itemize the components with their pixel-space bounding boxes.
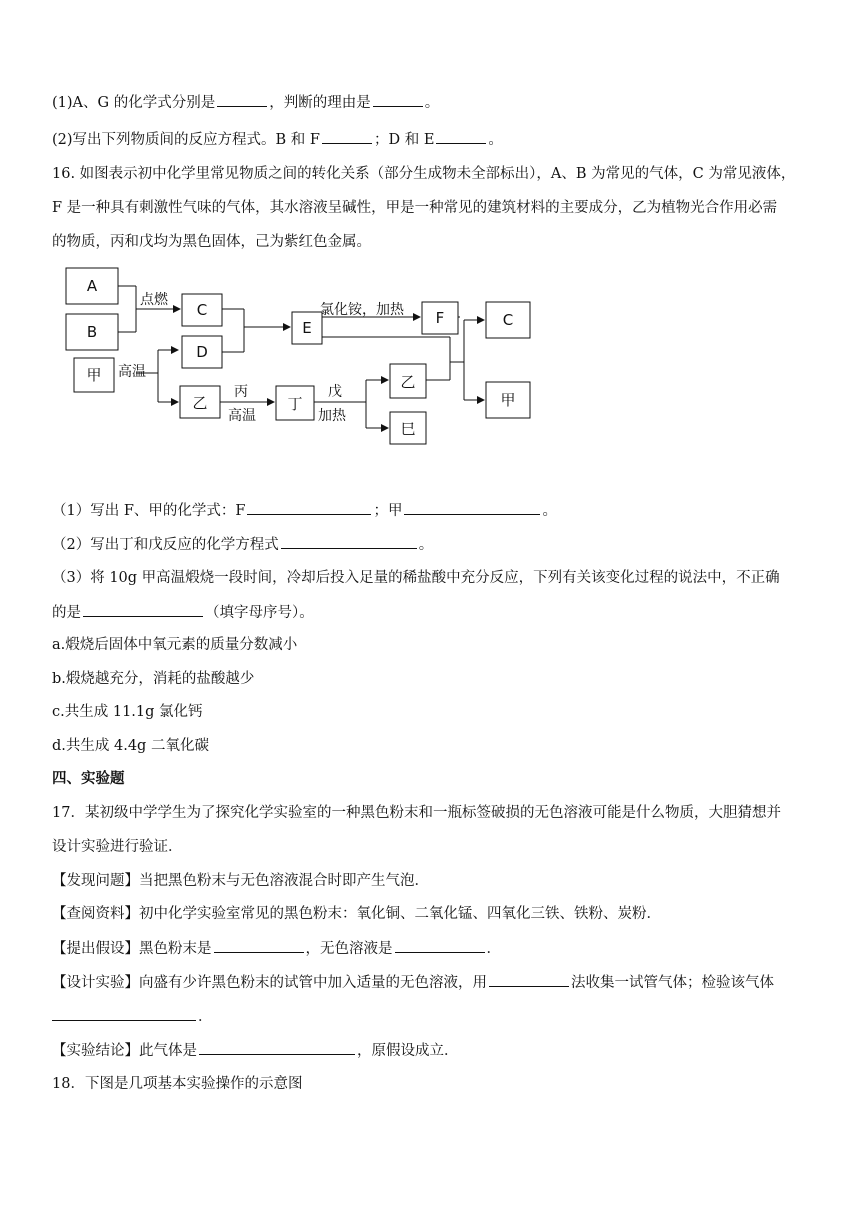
- option-c: c.共生成 11.1g 氯化钙: [52, 704, 203, 720]
- answer-blank[interactable]: [436, 129, 486, 144]
- q17-find: 【发现问题】当把黑色粉末与无色溶液混合时即产生气泡．: [52, 873, 429, 889]
- q16-intro-line3: 的物质，丙和戊均为黑色固体，己为紫红色金属。: [52, 234, 371, 250]
- label-nh4cl-heat: 氯化铵，加热: [320, 302, 404, 318]
- answer-blank[interactable]: [83, 602, 203, 617]
- answer-blank[interactable]: [373, 92, 423, 107]
- label-wu: 戊: [328, 384, 342, 400]
- q16-sub3-line2: 的是 （填字母序号）。: [52, 602, 314, 623]
- q16-sub2: （2）写出丁和戊反应的化学方程式 。: [52, 534, 433, 555]
- node-label: 甲: [500, 391, 516, 409]
- answer-blank[interactable]: [247, 500, 371, 515]
- option-a: a.煅烧后固体中氧元素的质量分数减小: [52, 637, 298, 653]
- answer-blank[interactable]: [199, 1040, 355, 1055]
- label-high-temp: 高温: [228, 408, 256, 424]
- label-high-temp: 高温: [118, 364, 146, 380]
- node-label: B: [86, 323, 98, 341]
- answer-blank[interactable]: [217, 92, 267, 107]
- q16-sub3-line1: （3）将 10g 甲高温煅烧一段时间，冷却后投入足量的稀盐酸中充分反应，下列有关该变化过程的说法中，不正确: [52, 570, 780, 586]
- q17-ref: 【查阅资料】初中化学实验室常见的黑色粉末：氧化铜、二氧化锰、四氧化三铁、铁粉、炭粉．: [52, 906, 661, 922]
- option-b: b.煅烧越充分，消耗的盐酸越少: [52, 671, 255, 687]
- q16-intro-line2: F 是一种具有刺激性气味的气体，其水溶液呈碱性，甲是一种常见的建筑材料的主要成分，乙为植物光合作用必需: [52, 200, 778, 216]
- q16-intro-line1: 16. 如图表示初中化学里常见物质之间的转化关系（部分生成物未全部标出），A、B 为常见的气体，C 为常见液体，: [52, 166, 796, 182]
- node-label: C: [502, 311, 514, 329]
- label-ignite: 点燃: [140, 292, 168, 308]
- q17-intro-line2: 设计实验进行验证．: [52, 839, 183, 855]
- answer-blank[interactable]: [395, 938, 485, 953]
- section-heading: 四、实验题: [52, 770, 125, 787]
- node-label: 丁: [287, 395, 303, 413]
- answer-blank[interactable]: [214, 938, 304, 953]
- answer-blank[interactable]: [52, 1006, 196, 1021]
- q15-part2: (2)写出下列物质间的反应方程式。B 和 F ；D 和 E 。: [52, 129, 503, 150]
- node-label: A: [86, 277, 98, 295]
- node-label: 巳: [400, 420, 416, 438]
- q18-intro: 18．下图是几项基本实验操作的示意图: [52, 1076, 303, 1092]
- answer-blank[interactable]: [489, 972, 569, 987]
- node-label: C: [196, 301, 208, 319]
- reaction-diagram: [52, 262, 552, 452]
- answer-blank[interactable]: [404, 500, 540, 515]
- q17-conclusion: 【实验结论】此气体是 ，原假设成立．: [52, 1040, 459, 1061]
- q17-design: 【设计实验】向盛有少许黑色粉末的试管中加入适量的无色溶液，用 法收集一试管气体；检验该气体: [52, 972, 774, 993]
- q15-part1: (1)A、G 的化学式分别是 ，判断的理由是 。: [52, 92, 439, 113]
- node-label: D: [196, 343, 208, 361]
- q17-intro-line1: 17．某初级中学学生为了探究化学实验室的一种黑色粉末和一瓶标签破损的无色溶液可能是什么物质，大胆猜想并: [52, 805, 781, 821]
- q17-design-cont: ．: [52, 1006, 213, 1027]
- node-label: 甲: [86, 366, 102, 384]
- label-bing: 丙: [234, 384, 248, 400]
- label-heat: 加热: [318, 408, 346, 424]
- q17-hypothesis: 【提出假设】黑色粉末是 ，无色溶液是 ．: [52, 938, 501, 959]
- node-label: F: [435, 309, 445, 327]
- answer-blank[interactable]: [322, 129, 372, 144]
- option-d: d.共生成 4.4g 二氧化碳: [52, 738, 209, 754]
- node-label: 乙: [192, 394, 208, 412]
- answer-blank[interactable]: [281, 534, 417, 549]
- node-label: E: [302, 319, 312, 337]
- q16-sub1: （1）写出 F、甲的化学式：F ；甲 。: [52, 500, 557, 521]
- node-label: 乙: [400, 373, 416, 391]
